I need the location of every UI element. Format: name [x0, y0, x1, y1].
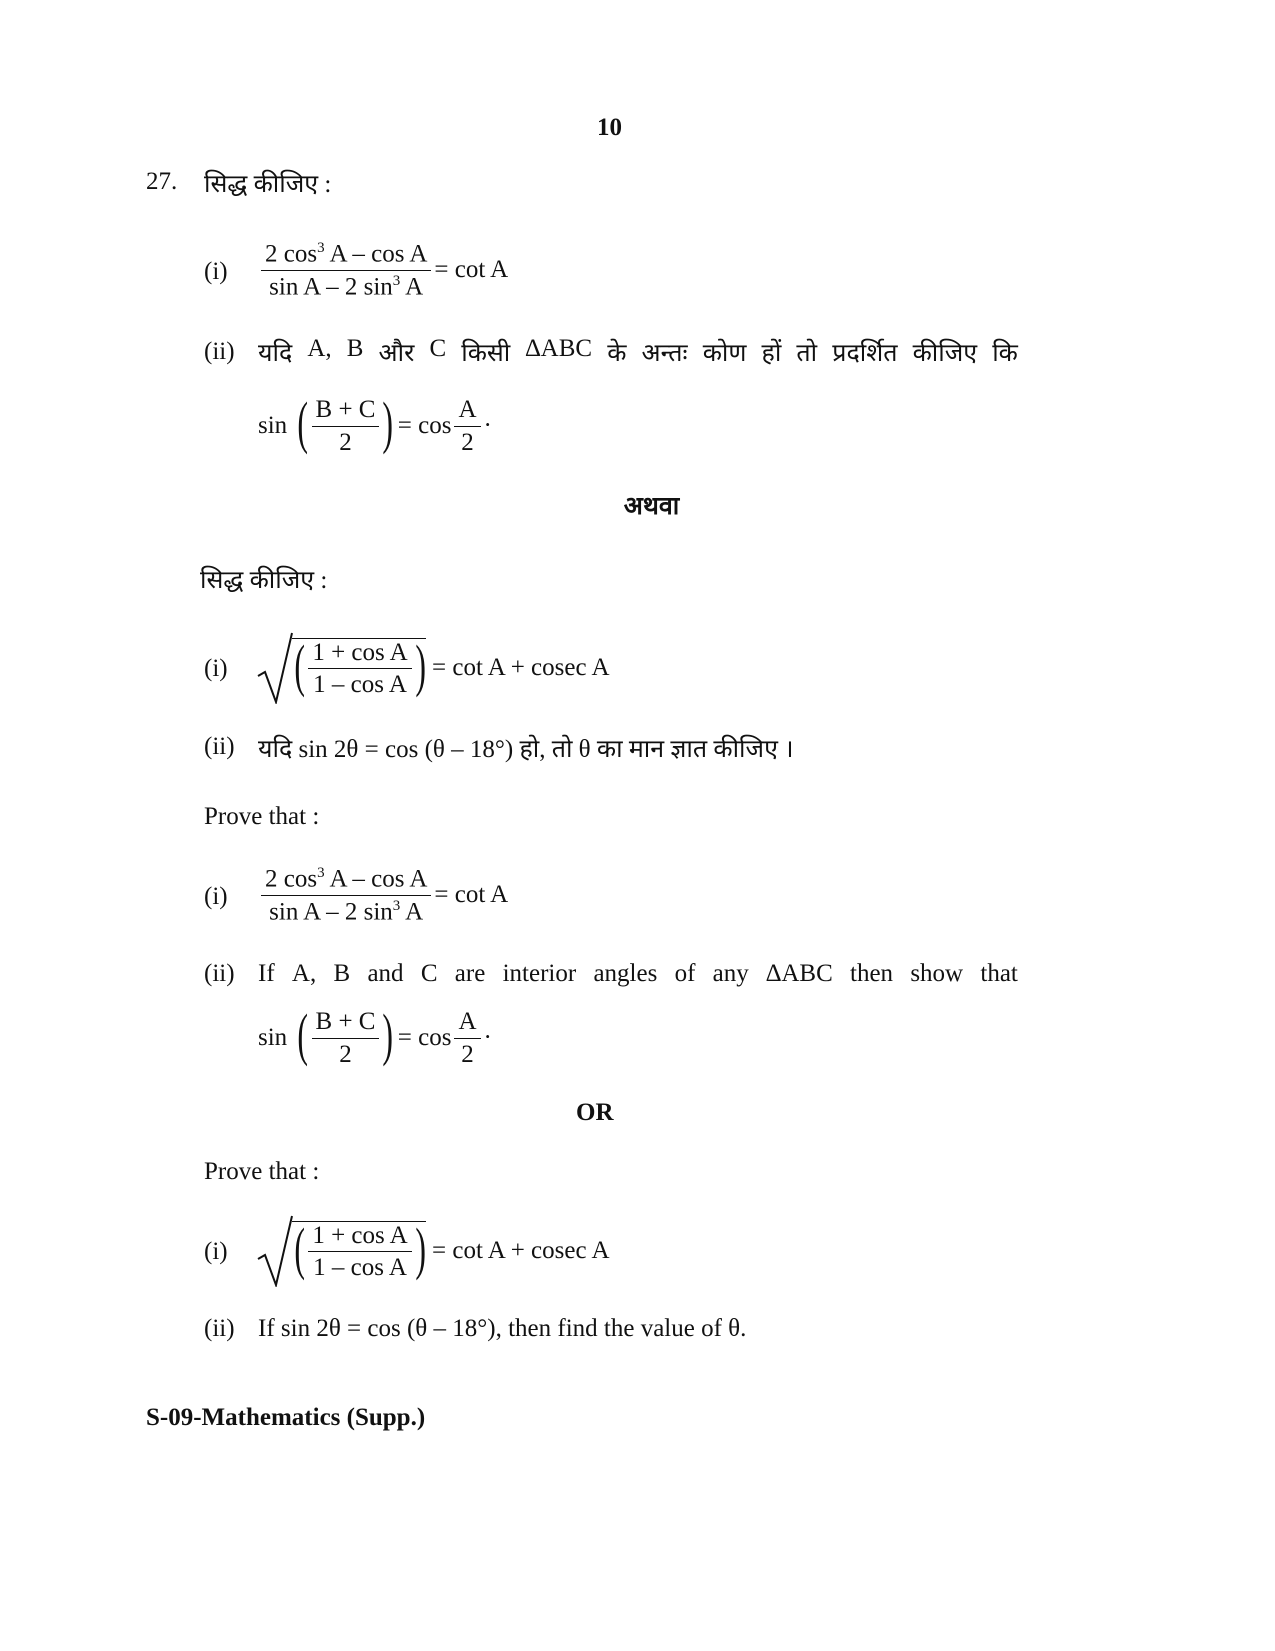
- fraction-denominator: 2: [339, 428, 352, 456]
- fraction-denominator: 2: [339, 1040, 352, 1068]
- english-part2-ii-text: If sin 2θ = cos (θ – 18°), then find the value of θ.: [258, 1315, 747, 1342]
- exponent: 3: [392, 897, 401, 914]
- hindi-part1-i-equation: [258, 240, 508, 301]
- statement-word: प्रदर्शित: [832, 340, 898, 367]
- left-paren: (: [294, 632, 305, 698]
- statement-word: कि: [992, 340, 1018, 367]
- statement-word: अन्तः: [641, 340, 688, 367]
- hindi-part2-i-label: (i): [204, 655, 228, 682]
- english-prove-label-2: Prove that :: [204, 1158, 320, 1185]
- right-paren: ): [382, 390, 394, 455]
- square-root: [256, 632, 426, 704]
- fraction-numerator: A: [454, 1008, 480, 1039]
- left-paren: (: [294, 1215, 305, 1281]
- fraction-denominator: 2: [461, 1040, 474, 1068]
- fraction-denominator-rest: A: [400, 898, 424, 926]
- english-part2-i-equation: [256, 1215, 610, 1287]
- statement-word: यदि: [258, 340, 293, 367]
- english-or-label: OR: [576, 1099, 614, 1126]
- exponent: 3: [317, 865, 325, 881]
- hindi-part1-i-label: (i): [204, 258, 228, 285]
- hindi-prove-label-2: सिद्ध कीजिए :: [200, 567, 328, 594]
- rhs-fraction: [454, 396, 480, 456]
- right-paren: ): [382, 1002, 394, 1067]
- period: ·: [483, 1024, 492, 1051]
- fraction-denominator: 2: [461, 428, 474, 456]
- page-number: 10: [597, 114, 622, 141]
- cot-identity-fraction: [261, 865, 431, 926]
- fraction-numerator: 2 cos: [265, 865, 318, 893]
- hindi-part2-i-equation: [256, 632, 610, 704]
- statement-word: किसी: [461, 340, 511, 367]
- english-part1-i-equation: [258, 865, 508, 926]
- statement-word: ∆ABC: [766, 960, 833, 987]
- statement-word: B: [333, 960, 351, 987]
- fraction-denominator-rest: A: [400, 273, 424, 301]
- statement-word: हों: [761, 340, 782, 367]
- equation-rhs: = cot A: [434, 256, 509, 284]
- statement-word: के: [607, 340, 627, 367]
- right-paren: ): [415, 1215, 426, 1281]
- statement-word: ∆ABC: [525, 335, 593, 362]
- statement-word: A,: [291, 960, 317, 987]
- statement-word: any: [712, 960, 749, 987]
- period: ·: [483, 412, 492, 439]
- hindi-part2-ii-label: (ii): [204, 733, 235, 760]
- paper-code-footer: S-09-Mathematics (Supp.): [146, 1404, 426, 1431]
- sin-function: sin: [258, 1024, 288, 1051]
- equation-rhs: = cot A: [434, 881, 509, 909]
- equation-rhs: = cos: [397, 1024, 452, 1051]
- fraction-numerator: B + C: [312, 1008, 380, 1039]
- statement-word: interior: [502, 960, 577, 987]
- english-part1-ii-text: [258, 960, 1018, 988]
- statement-word: are: [454, 960, 486, 987]
- fraction-denominator: sin A – 2 sin: [269, 898, 393, 926]
- statement-word: B: [346, 335, 364, 362]
- statement-word: C: [420, 960, 438, 987]
- statement-word: If: [258, 960, 275, 987]
- statement-word: कीजिए: [912, 340, 978, 367]
- hindi-part1-ii-text: [258, 335, 1018, 369]
- rhs-fraction: [454, 1008, 480, 1068]
- statement-word: कोण: [702, 340, 747, 367]
- hindi-or-label: अथवा: [623, 493, 680, 520]
- half-angle-fraction: [312, 396, 380, 456]
- statement-word: then: [850, 960, 894, 987]
- half-angle-fraction: [312, 1008, 380, 1068]
- statement-word: A,: [307, 335, 332, 362]
- equation-rhs: = cot A + cosec A: [432, 654, 610, 681]
- left-paren: (: [297, 390, 309, 455]
- hindi-part1-ii-label: (ii): [204, 338, 235, 365]
- radical-icon: [256, 632, 294, 704]
- fraction-denominator: 1 – cos A: [313, 671, 407, 698]
- english-part1-i-label: (i): [204, 883, 228, 910]
- cos-ratio-fraction: [308, 1222, 411, 1282]
- english-part2-ii-label: (ii): [204, 1315, 235, 1342]
- fraction-numerator-rest: A – cos A: [324, 865, 428, 893]
- radical-icon: [256, 1215, 294, 1287]
- fraction-denominator: sin A – 2 sin: [269, 273, 393, 301]
- statement-word: और: [378, 340, 415, 367]
- equation-rhs: = cos: [397, 412, 452, 439]
- fraction-numerator: 1 + cos A: [308, 1222, 411, 1253]
- statement-word: that: [980, 960, 1018, 987]
- statement-word: and: [367, 960, 404, 987]
- sin-function: sin: [258, 412, 288, 439]
- hindi-prove-label: सिद्ध कीजिए :: [204, 171, 332, 198]
- statement-word: angles: [593, 960, 658, 987]
- right-paren: ): [415, 632, 426, 698]
- statement-word: of: [674, 960, 696, 987]
- left-paren: (: [297, 1002, 309, 1067]
- english-part2-i-label: (i): [204, 1238, 228, 1265]
- exponent: 3: [317, 240, 325, 256]
- fraction-numerator: B + C: [312, 396, 380, 427]
- question-number: 27.: [146, 168, 178, 195]
- english-prove-label: Prove that :: [204, 803, 320, 830]
- fraction-numerator-rest: A – cos A: [324, 240, 428, 268]
- fraction-numerator: 2 cos: [265, 240, 318, 268]
- statement-word: show: [910, 960, 964, 987]
- statement-word: तो: [796, 340, 818, 367]
- fraction-numerator: A: [454, 396, 480, 427]
- fraction-numerator: 1 + cos A: [308, 639, 411, 670]
- hindi-sin-equation: [258, 390, 492, 456]
- statement-word: C: [429, 335, 447, 362]
- hindi-part2-ii-text: यदि sin 2θ = cos (θ – 18°) हो, तो θ का मान ज्ञात कीजिए ।: [258, 736, 794, 763]
- exponent: 3: [392, 272, 401, 289]
- cot-identity-fraction: [261, 240, 431, 301]
- cos-ratio-fraction: [308, 639, 411, 699]
- square-root: [256, 1215, 426, 1287]
- equation-rhs: = cot A + cosec A: [432, 1237, 610, 1264]
- english-part1-ii-label: (ii): [204, 960, 235, 987]
- english-sin-equation: [258, 1002, 492, 1068]
- fraction-denominator: 1 – cos A: [313, 1254, 407, 1281]
